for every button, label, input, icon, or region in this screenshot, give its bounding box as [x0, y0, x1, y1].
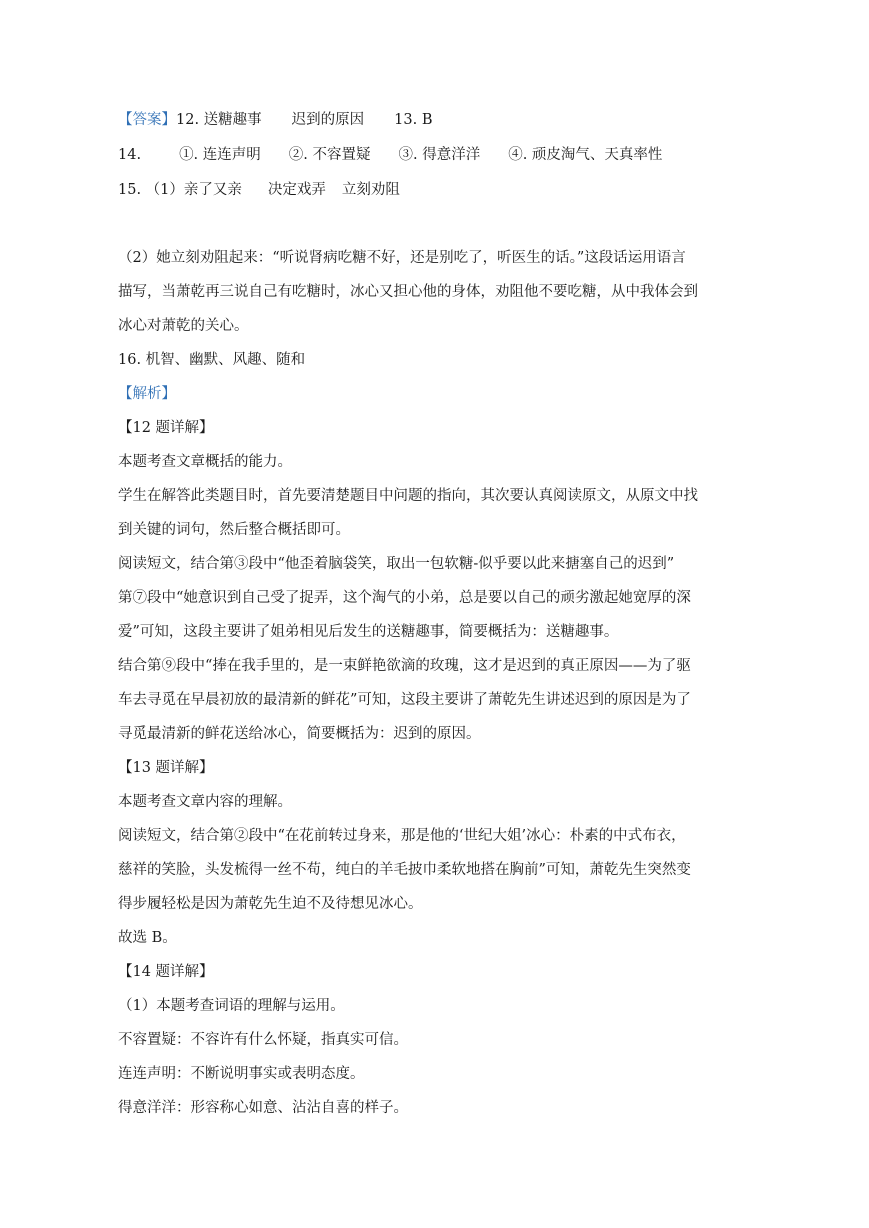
q14-detail-line: 不容置疑：不容许有什么怀疑，指真实可信。: [118, 1032, 408, 1048]
q15-part1-label: （1）: [145, 182, 184, 198]
q12-detail-line: 学生在解答此类题目时，首先要清楚题目中问题的指向，其次要认真阅读原文，从原文中找: [118, 488, 698, 504]
q15-part1-item: 亲了又亲: [183, 182, 242, 198]
q14-item: ③. 得意洋洋: [398, 147, 481, 163]
q12-detail-line: 阅读短文，结合第③段中“他歪着脑袋笑，取出一包软糖-似乎要以此来搪塞自己的迟到”: [118, 556, 675, 572]
analysis-tag: 【解析】: [118, 386, 176, 402]
q12-detail-line: 本题考查文章概括的能力。: [118, 454, 292, 470]
q12-answer-a: 送糖趣事: [203, 112, 262, 128]
q14-number: 14.: [118, 147, 142, 163]
q14-detail-line: 得意洋洋：形容称心如意、沾沾自喜的样子。: [118, 1100, 408, 1116]
q13-detail-line: 慈祥的笑脸，头发梳得一丝不苟，纯白的羊毛披巾柔软地搭在胸前”可知，萧乾先生突然变: [118, 862, 691, 878]
q12-detail-line: 第⑦段中“她意识到自己受了捉弄，这个淘气的小弟，总是要以自己的顽劣激起她宽厚的深: [118, 590, 691, 606]
q12-detail-line: 结合第⑨段中“捧在我手里的，是一束鲜艳欲滴的玫瑰，这才是迟到的真正原因——为了驱: [118, 658, 691, 674]
answer-line-16: 16. 机智、幽默、风趣、随和: [118, 352, 306, 368]
q13-answer: B: [421, 112, 433, 128]
q12-detail-line: 车去寻觅在早晨初放的最清新的鲜花”可知，这段主要讲了萧乾先生讲述迟到的原因是为了: [118, 692, 691, 708]
q12-number: 12.: [176, 112, 200, 128]
q15-number: 15.: [118, 182, 142, 198]
q12-detail-heading: 【12 题详解】: [118, 420, 214, 436]
answer-line-12-13: [118, 110, 433, 130]
q13-detail-line: 故选 B。: [118, 930, 177, 946]
q12-detail-line: 寻觅最清新的鲜花送给冰心，简要概括为：迟到的原因。: [118, 726, 481, 742]
q13-detail-line: 得步履轻松是因为萧乾先生迫不及待想见冰心。: [118, 896, 423, 912]
q15-part2-line: （2）她立刻劝阻起来：“听说肾病吃糖不好，还是别吃了，听医生的话。”这段话运用语言: [118, 250, 686, 266]
q13-number: 13.: [394, 112, 418, 128]
answer-tag: 【答案】: [118, 112, 176, 128]
q14-detail-heading: 【14 题详解】: [118, 964, 214, 980]
q12-answer-b: 迟到的原因: [291, 112, 365, 128]
q14-detail-line: 连连声明：不断说明事实或表明态度。: [118, 1066, 365, 1082]
answer-line-14: [118, 145, 662, 165]
q13-detail-heading: 【13 题详解】: [118, 760, 214, 776]
q15-part1-item: 决定戏弄: [267, 182, 326, 198]
q14-item: ②. 不容置疑: [288, 147, 371, 163]
q15-part1-item: 立刻劝阻: [341, 182, 400, 198]
q12-detail-line: 爱”可知，这段主要讲了姐弟相见后发生的送糖趣事，简要概括为：送糖趣事。: [118, 624, 619, 640]
q14-detail-line: （1）本题考查词语的理解与运用。: [118, 998, 345, 1014]
q13-detail-line: 阅读短文，结合第②段中“在花前转过身来，那是他的‘世纪大姐’冰心：朴素的中式布衣，: [118, 828, 686, 844]
q15-part2-line: 冰心对萧乾的关心。: [118, 318, 249, 334]
q14-item: ①. 连连声明: [179, 147, 261, 163]
q14-item: ④. 顽皮淘气、天真率性: [508, 147, 663, 163]
q15-part2-line: 描写，当萧乾再三说自己有吃糖时，冰心又担心他的身体，劝阻他不要吃糖，从中我体会到: [118, 284, 698, 300]
q13-detail-line: 本题考查文章内容的理解。: [118, 794, 292, 810]
answer-line-15-part1: [118, 180, 400, 200]
q12-detail-line: 到关键的词句，然后整合概括即可。: [118, 522, 350, 538]
